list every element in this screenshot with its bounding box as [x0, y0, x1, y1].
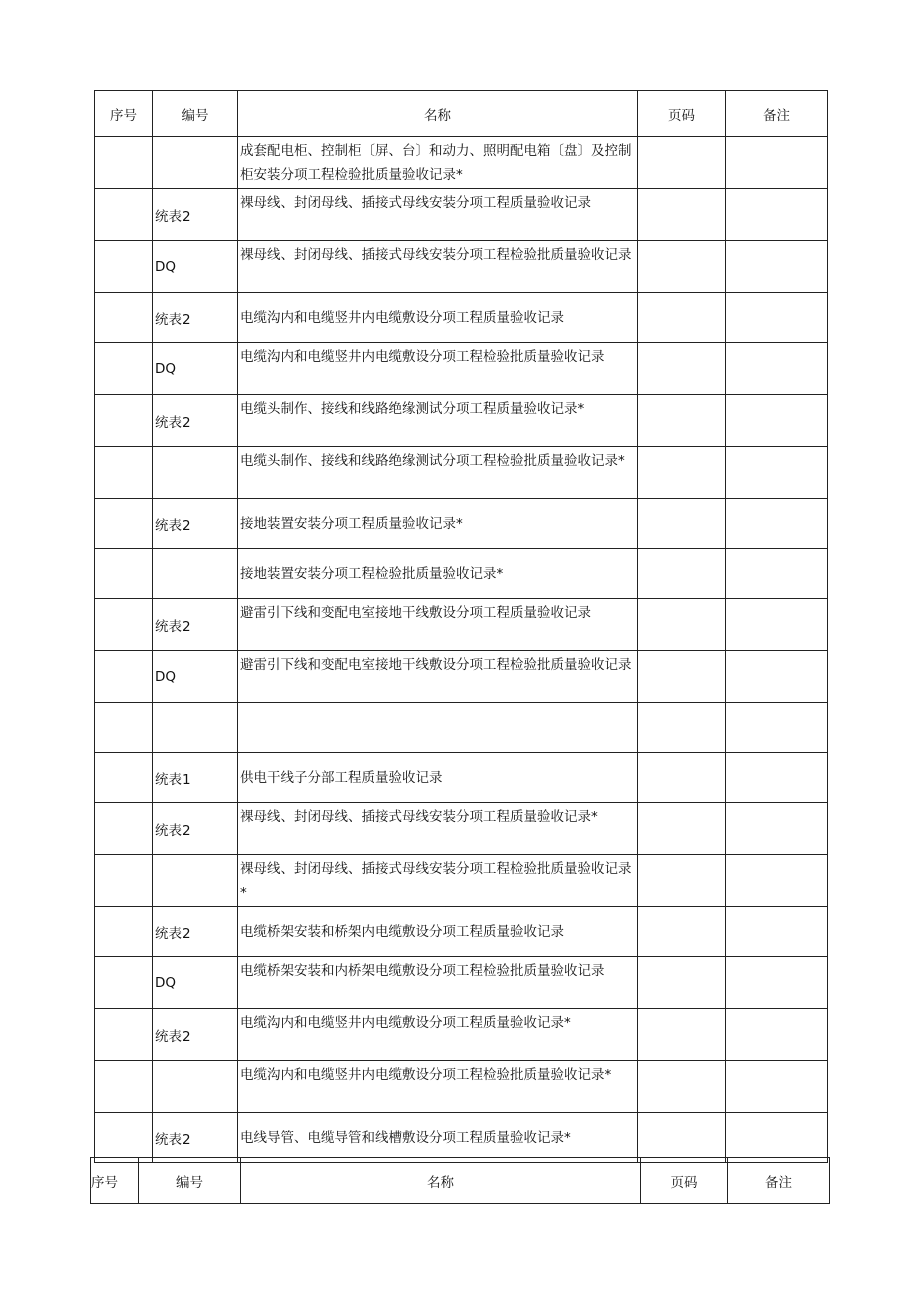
code-cell: 统表2 — [153, 599, 238, 651]
name-cell: 裸母线、封闭母线、插接式母线安装分项工程检验批质量验收记录 — [238, 241, 638, 293]
page-cell — [638, 241, 726, 293]
page-cell — [638, 447, 726, 499]
page-cell — [638, 1009, 726, 1061]
note-cell — [726, 343, 828, 395]
header-page: 页码 — [641, 1158, 728, 1204]
index-cell — [95, 599, 153, 651]
header-name: 名称 — [241, 1158, 641, 1204]
note-cell — [726, 293, 828, 343]
code-cell: DQ — [153, 957, 238, 1009]
note-cell — [726, 499, 828, 549]
name-cell: 供电干线子分部工程质量验收记录 — [238, 753, 638, 803]
page-cell — [638, 189, 726, 241]
code-cell — [153, 855, 238, 907]
table-row — [95, 395, 828, 447]
name-cell: 电缆沟内和电缆竖井内电缆敷设分项工程检验批质量验收记录 — [238, 343, 638, 395]
code-cell: 统表2 — [153, 907, 238, 957]
index-table — [94, 90, 828, 1163]
page-cell — [638, 651, 726, 703]
page-cell — [638, 137, 726, 189]
page-cell — [638, 957, 726, 1009]
index-cell — [95, 651, 153, 703]
note-cell — [726, 753, 828, 803]
name-cell: 电线导管、电缆导管和线槽敷设分项工程质量验收记录* — [238, 1113, 638, 1163]
header-page: 页码 — [638, 91, 726, 137]
name-cell: 电缆桥架安装和桥架内电缆敷设分项工程质量验收记录 — [238, 907, 638, 957]
code-cell — [153, 703, 238, 753]
code-cell: 统表2 — [153, 395, 238, 447]
index-cell — [95, 957, 153, 1009]
page-cell — [638, 1061, 726, 1113]
name-cell: 成套配电柜、控制柜〔屏、台〕和动力、照明配电箱〔盘〕及控制柜安装分项工程检验批质量验收记录* — [238, 137, 638, 189]
index-cell — [95, 137, 153, 189]
index-cell — [95, 447, 153, 499]
index-cell — [95, 1113, 153, 1163]
table-row — [95, 957, 828, 1009]
note-cell — [726, 855, 828, 907]
index-cell — [95, 1009, 153, 1061]
code-cell: DQ — [153, 343, 238, 395]
note-cell — [726, 395, 828, 447]
page-cell — [638, 499, 726, 549]
continuation-table-header — [90, 1157, 830, 1204]
index-cell — [95, 241, 153, 293]
page-cell — [638, 599, 726, 651]
header-row — [91, 1158, 830, 1204]
note-cell — [726, 241, 828, 293]
name-cell: 电缆头制作、接线和线路绝缘测试分项工程质量验收记录* — [238, 395, 638, 447]
header-index: 序号 — [91, 1158, 139, 1204]
table-row — [95, 1113, 828, 1163]
table-row — [95, 753, 828, 803]
name-cell: 避雷引下线和变配电室接地干线敷设分项工程检验批质量验收记录 — [238, 651, 638, 703]
index-cell — [95, 293, 153, 343]
note-cell — [726, 957, 828, 1009]
header-code: 编号 — [139, 1158, 241, 1204]
table-row — [95, 803, 828, 855]
index-cell — [95, 753, 153, 803]
header-note: 备注 — [728, 1158, 830, 1204]
table-row — [95, 1009, 828, 1061]
code-cell: 统表2 — [153, 293, 238, 343]
table-row — [95, 599, 828, 651]
note-cell — [726, 447, 828, 499]
page-cell — [638, 343, 726, 395]
index-cell — [95, 189, 153, 241]
table-row — [95, 703, 828, 753]
code-cell: 统表2 — [153, 1009, 238, 1061]
note-cell — [726, 189, 828, 241]
page-cell — [638, 395, 726, 447]
index-cell — [95, 549, 153, 599]
index-cell — [95, 1061, 153, 1113]
header-code: 编号 — [153, 91, 238, 137]
index-cell — [95, 703, 153, 753]
code-cell — [153, 549, 238, 599]
code-cell: DQ — [153, 651, 238, 703]
name-cell: 电缆头制作、接线和线路绝缘测试分项工程检验批质量验收记录* — [238, 447, 638, 499]
page-cell — [638, 907, 726, 957]
note-cell — [726, 1061, 828, 1113]
note-cell — [726, 549, 828, 599]
table-row — [95, 1061, 828, 1113]
note-cell — [726, 599, 828, 651]
name-cell: 避雷引下线和变配电室接地干线敷设分项工程质量验收记录 — [238, 599, 638, 651]
name-cell: 裸母线、封闭母线、插接式母线安装分项工程检验批质量验收记录* — [238, 855, 638, 907]
table-row — [95, 137, 828, 189]
code-cell — [153, 137, 238, 189]
page-cell — [638, 293, 726, 343]
page-cell — [638, 803, 726, 855]
header-name: 名称 — [238, 91, 638, 137]
header-index: 序号 — [95, 91, 153, 137]
code-cell: 统表2 — [153, 1113, 238, 1163]
index-cell — [95, 907, 153, 957]
code-cell: 统表2 — [153, 803, 238, 855]
table-row — [95, 189, 828, 241]
code-cell: 统表1 — [153, 753, 238, 803]
page-cell — [638, 549, 726, 599]
table-row — [95, 499, 828, 549]
name-cell — [238, 703, 638, 753]
index-cell — [95, 343, 153, 395]
name-cell: 电缆沟内和电缆竖井内电缆敷设分项工程质量验收记录* — [238, 1009, 638, 1061]
page-cell — [638, 753, 726, 803]
note-cell — [726, 137, 828, 189]
name-cell: 裸母线、封闭母线、插接式母线安装分项工程质量验收记录* — [238, 803, 638, 855]
code-cell — [153, 447, 238, 499]
name-cell: 电缆桥架安装和内桥架电缆敷设分项工程检验批质量验收记录 — [238, 957, 638, 1009]
table-row — [95, 855, 828, 907]
note-cell — [726, 703, 828, 753]
table-row — [95, 549, 828, 599]
code-cell: 统表2 — [153, 499, 238, 549]
code-cell — [153, 1061, 238, 1113]
code-cell: DQ — [153, 241, 238, 293]
code-cell: 统表2 — [153, 189, 238, 241]
name-cell: 接地装置安装分项工程质量验收记录* — [238, 499, 638, 549]
note-cell — [726, 1009, 828, 1061]
index-cell — [95, 855, 153, 907]
table-row — [95, 241, 828, 293]
name-cell: 接地装置安装分项工程检验批质量验收记录* — [238, 549, 638, 599]
table-row — [95, 651, 828, 703]
table-row — [95, 447, 828, 499]
page-cell — [638, 1113, 726, 1163]
index-cell — [95, 499, 153, 549]
index-cell — [95, 395, 153, 447]
page-cell — [638, 703, 726, 753]
name-cell: 电缆沟内和电缆竖井内电缆敷设分项工程质量验收记录 — [238, 293, 638, 343]
index-cell — [95, 803, 153, 855]
note-cell — [726, 651, 828, 703]
header-note: 备注 — [726, 91, 828, 137]
page-cell — [638, 855, 726, 907]
header-row — [95, 91, 828, 137]
name-cell: 电缆沟内和电缆竖井内电缆敷设分项工程检验批质量验收记录* — [238, 1061, 638, 1113]
note-cell — [726, 803, 828, 855]
table-row — [95, 907, 828, 957]
name-cell: 裸母线、封闭母线、插接式母线安装分项工程质量验收记录 — [238, 189, 638, 241]
table-row — [95, 293, 828, 343]
table-row — [95, 343, 828, 395]
note-cell — [726, 1113, 828, 1163]
note-cell — [726, 907, 828, 957]
